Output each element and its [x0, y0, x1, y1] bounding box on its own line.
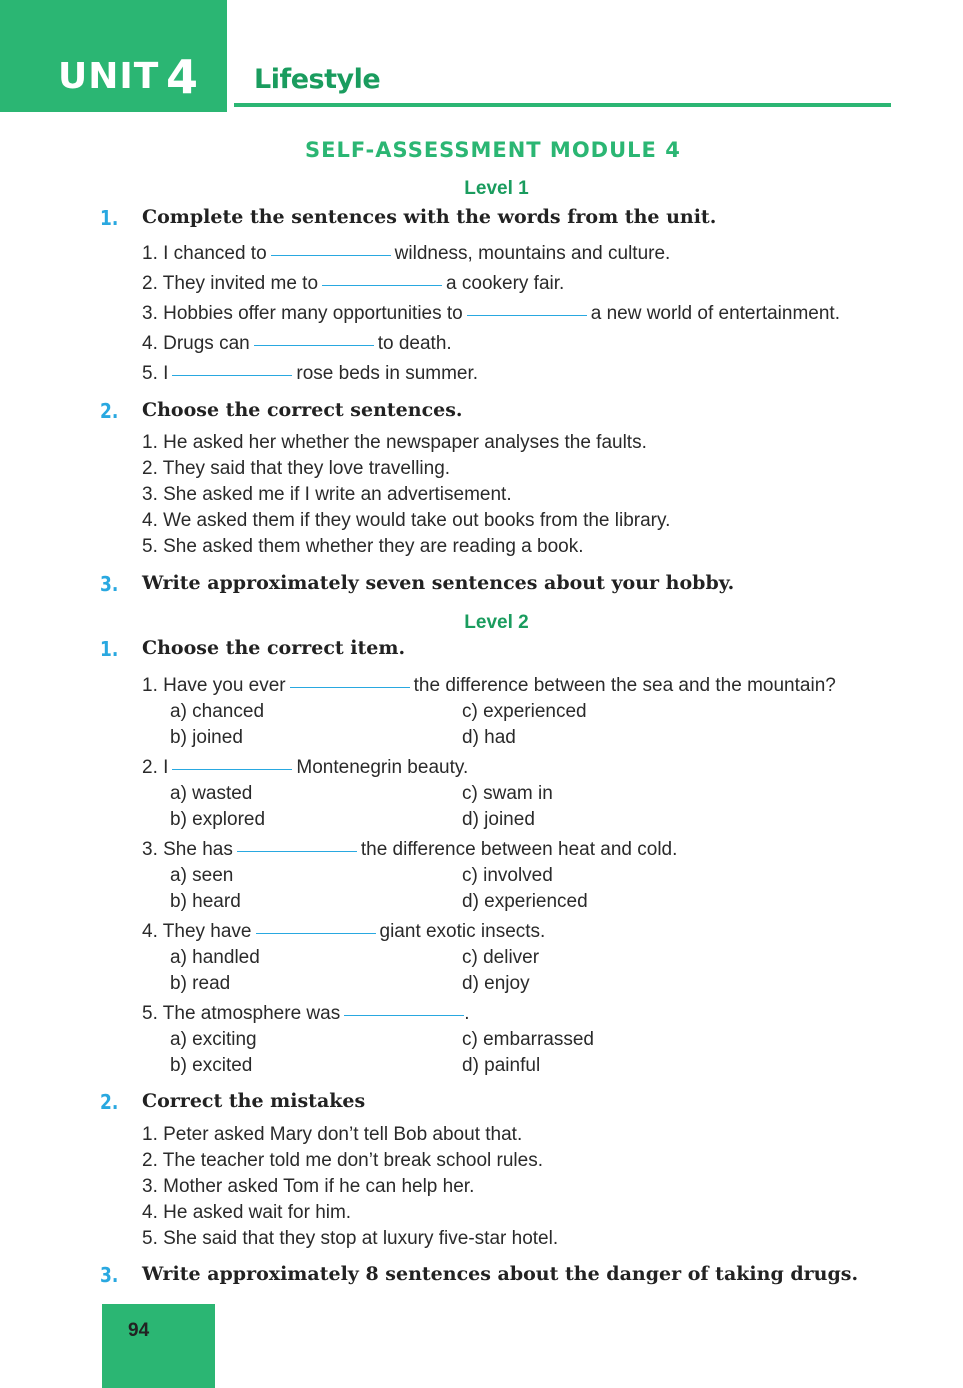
question: 5. The atmosphere was .	[142, 1003, 470, 1024]
level-1-heading: Level 1	[464, 178, 529, 199]
option-b[interactable]: b) excited	[170, 1055, 253, 1076]
option-b[interactable]: b) read	[170, 973, 231, 994]
task-instruction: Correct the mistakes	[142, 1090, 366, 1112]
task-instruction: Choose the correct item.	[142, 637, 406, 659]
option-c[interactable]: c) swam in	[462, 783, 553, 804]
task-instruction: Choose the correct sentences.	[142, 399, 463, 421]
option-a[interactable]: a) wasted	[170, 783, 253, 804]
task-number: 2.	[100, 399, 119, 423]
option-b[interactable]: b) joined	[170, 727, 243, 748]
answer-blank[interactable]	[322, 284, 442, 286]
list-item: 3. She asked me if I write an advertisement.	[142, 484, 512, 505]
unit-title: Lifestyle	[254, 64, 381, 95]
gap-sentence: 3. Hobbies offer many opportunities to a new world of entertainment.	[142, 303, 840, 324]
page-number-box	[102, 1304, 215, 1388]
option-a[interactable]: a) exciting	[170, 1029, 257, 1050]
gap-sentence: 4. Drugs can to death.	[142, 333, 452, 354]
answer-blank[interactable]	[271, 254, 391, 256]
task-number: 3.	[100, 1263, 119, 1287]
option-d[interactable]: d) joined	[462, 809, 535, 830]
list-item: 5. She said that they stop at luxury five-star hotel.	[142, 1228, 559, 1249]
task-number: 1.	[100, 637, 119, 661]
task-number: 3.	[100, 572, 119, 596]
unit-word: UNIT	[58, 56, 160, 97]
option-b[interactable]: b) heard	[170, 891, 241, 912]
gap-sentence: 2. They invited me to a cookery fair.	[142, 273, 565, 294]
option-a[interactable]: a) chanced	[170, 701, 265, 722]
level-2-heading: Level 2	[464, 612, 529, 633]
answer-blank[interactable]	[172, 768, 292, 770]
unit-badge	[0, 0, 227, 112]
answer-blank[interactable]	[467, 314, 587, 316]
option-d[interactable]: d) enjoy	[462, 973, 530, 994]
option-d[interactable]: d) experienced	[462, 891, 588, 912]
option-b[interactable]: b) explored	[170, 809, 266, 830]
list-item: 4. We asked them if they would take out books from the library.	[142, 510, 671, 531]
page-number: 94	[128, 1320, 150, 1341]
answer-blank[interactable]	[172, 374, 292, 376]
list-item: 3. Mother asked Tom if he can help her.	[142, 1176, 475, 1197]
task-instruction: Write approximately seven sentences about your hobby.	[142, 572, 735, 594]
gap-sentence: 1. I chanced to wildness, mountains and culture.	[142, 243, 671, 264]
option-c[interactable]: c) experienced	[462, 701, 587, 722]
option-c[interactable]: c) embarrassed	[462, 1029, 594, 1050]
question: 3. She has the difference between heat and cold.	[142, 839, 678, 860]
list-item: 2. They said that they love travelling.	[142, 458, 451, 479]
option-c[interactable]: c) involved	[462, 865, 553, 886]
answer-blank[interactable]	[290, 686, 410, 688]
task-instruction: Write approximately 8 sentences about the danger of taking drugs.	[142, 1263, 859, 1285]
list-item: 1. Peter asked Mary don’t tell Bob about that.	[142, 1124, 523, 1145]
task-number: 2.	[100, 1090, 119, 1114]
module-title: SELF-ASSESSMENT MODULE 4	[305, 138, 681, 162]
list-item: 1. He asked her whether the newspaper analyses the faults.	[142, 432, 647, 453]
question: 2. I Montenegrin beauty.	[142, 757, 469, 778]
answer-blank[interactable]	[344, 1014, 464, 1016]
unit-number: 4	[166, 50, 199, 104]
question: 4. They have giant exotic insects.	[142, 921, 546, 942]
answer-blank[interactable]	[256, 932, 376, 934]
list-item: 4. He asked wait for him.	[142, 1202, 352, 1223]
task-number: 1.	[100, 206, 119, 230]
list-item: 2. The teacher told me don’t break school rules.	[142, 1150, 543, 1171]
question: 1. Have you ever the difference between the sea and the mountain?	[142, 675, 836, 696]
option-d[interactable]: d) had	[462, 727, 516, 748]
option-a[interactable]: a) seen	[170, 865, 234, 886]
answer-blank[interactable]	[254, 344, 374, 346]
task-instruction: Complete the sentences with the words from the unit.	[142, 206, 717, 228]
option-c[interactable]: c) deliver	[462, 947, 540, 968]
header-rule	[234, 103, 891, 107]
answer-blank[interactable]	[237, 850, 357, 852]
list-item: 5. She asked them whether they are reading a book.	[142, 536, 584, 557]
option-d[interactable]: d) painful	[462, 1055, 541, 1076]
option-a[interactable]: a) handled	[170, 947, 260, 968]
gap-sentence: 5. I rose beds in summer.	[142, 363, 479, 384]
